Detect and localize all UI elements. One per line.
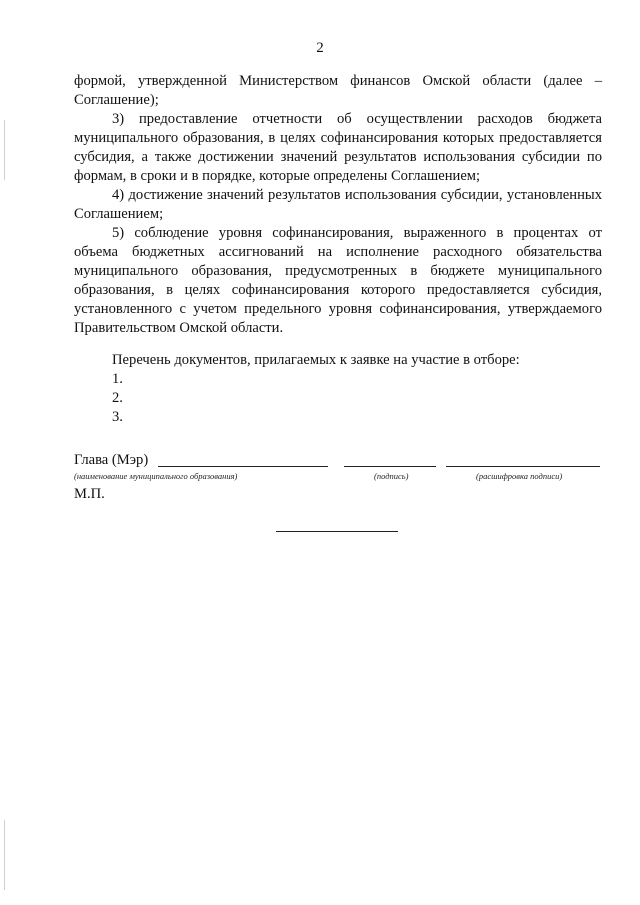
paragraph-item-3: 3) предоставление отчетности об осуществлении расходов бюджета муниципального образования, в целях софинансирования которых предоставляется субсидия, а также достижении значений результатов использования субсидии по формам, в сроки и в порядке, которые определены Соглашением;	[74, 111, 602, 184]
documents-list	[74, 351, 602, 427]
scan-margin-mark	[4, 120, 5, 180]
body-text	[74, 72, 602, 338]
signature-label: Глава (Мэр)	[74, 452, 149, 468]
closing-rule	[276, 531, 398, 532]
paragraph-continuation: формой, утвержденной Министерством финансов Омской области (далее – Соглашение);	[74, 73, 602, 108]
signature-block	[74, 452, 604, 472]
scan-margin-mark	[4, 820, 5, 890]
municipality-line	[158, 466, 328, 467]
documents-list-heading: Перечень документов, прилагаемых к заявке на участие в отборе:	[112, 352, 520, 368]
signature-line	[344, 466, 436, 467]
list-item: 1.	[112, 371, 123, 387]
caption-decoding: (расшифровка подписи)	[476, 471, 563, 481]
page-number: 2	[316, 40, 324, 56]
list-item: 3.	[112, 409, 123, 425]
paragraph-item-5: 5) соблюдение уровня софинансирования, выраженного в процентах от объема бюджетных ассигнований на исполнение расходного обязательства муниципального образования, предусмотренных в бюджете муниципального образования, в целях софинансирования которого предоставляется субсидия, установленного с учетом предельного уровня софинансирования, утверждаемого Правительством Омской области.	[74, 225, 602, 336]
stamp-place: М.П.	[74, 486, 105, 502]
paragraph-item-4: 4) достижение значений результатов использования субсидии, установленных Соглашением;	[74, 187, 602, 222]
caption-signature: (подпись)	[374, 471, 409, 481]
list-item: 2.	[112, 390, 123, 406]
decoding-line	[446, 466, 600, 467]
caption-municipality: (наименование муниципального образования)	[74, 471, 238, 481]
